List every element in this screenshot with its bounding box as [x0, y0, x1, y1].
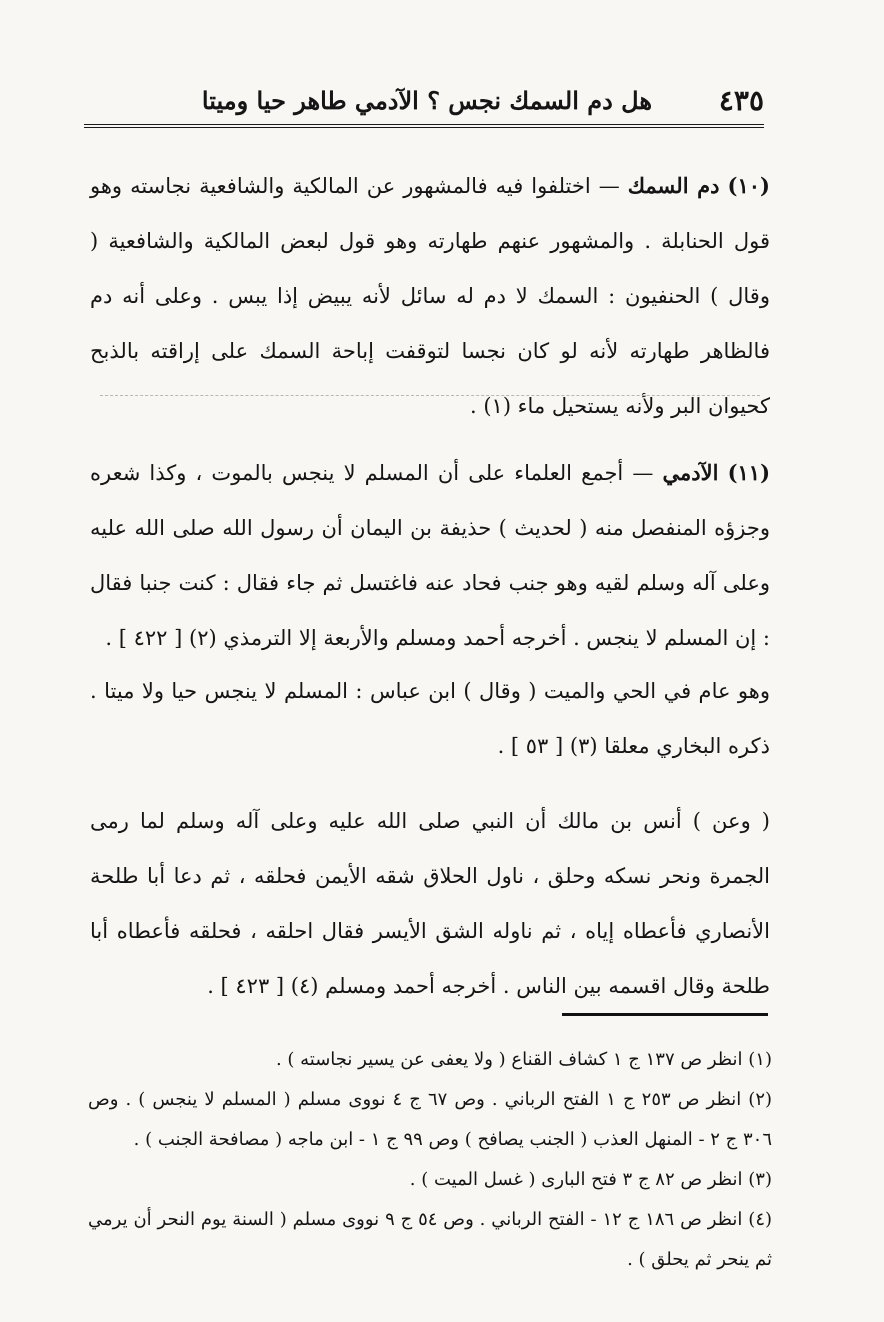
section-term: دم السمك [627, 173, 720, 198]
footnote: (٢) انظر ص ٢٥٣ ج ١ الفتح الرباني . وص ٦٧ ج ٤ نووى مسلم ( المسلم لا ينجس ) . وص ٣٠٦ ج ٢ - المنهل العذب ( الجنب يصافح ) وص ٩٩ ج ١ - ابن ماجه ( مصافحة الجنب ) . [88, 1089, 773, 1150]
section-human [90, 445, 770, 666]
section-blood-of-fish [90, 158, 770, 434]
section-divider [100, 395, 760, 396]
section-human-hadith-anas [90, 794, 770, 1014]
page-header [84, 84, 764, 128]
header-rule [84, 124, 764, 128]
section-term: الآدمي [662, 460, 719, 485]
section-body: — أجمع العلماء على أن المسلم لا ينجس بالموت ، وكذا شعره وجزؤه المنفصل منه ( لحديث ) حذيفة بن اليمان أن رسول الله صلى الله عليه وعلى آله وسلم لقيه وهو جنب فحاد عنه فاغتسل ثم جاء فقال : كنت جنبا فقال : إن المسلم لا ينجس . أخرجه أحمد ومسلم والأربعة إلا الترمذي (٢) [ ٤٢٢ ] . [90, 461, 770, 650]
section-number: (١٠) [727, 173, 770, 198]
paragraph [90, 445, 770, 666]
section-body: — اختلفوا فيه فالمشهور عن المالكية والشافعية نجاسته وهو قول الحنابلة . والمشهور عنهم طهارته وهو قول لبعض المالكية والشافعية ( وقال ) الحنفيون : السمك لا دم له سائل لأنه يبيض إذا يبس . وعلى أنه دم فالظاهر طهارته لأنه لو كان نجسا لتوقفت إباحة السمك على إراقته بالذبح كحيوان البر ولأنه يستحيل ماء (١) . [90, 174, 770, 418]
section-number: (١١) [727, 460, 770, 485]
footnote: (١) انظر ص ١٣٧ ج ١ كشاف القناع ( ولا يعفى عن يسير نجاسته ) . [275, 1049, 772, 1070]
footnote: (٤) انظر ص ١٨٦ ج ١٢ - الفتح الرباني . وص ٥٤ ج ٩ نووى مسلم ( السنة يوم النحر أن يرمي ثم ينحر ثم يحلق ) . [88, 1209, 773, 1270]
paragraph [90, 158, 770, 434]
footnote: (٣) انظر ص ٨٢ ج ٣ فتح البارى ( غسل الميت ) . [409, 1169, 772, 1190]
section-human-continued [90, 664, 770, 774]
page-number: ٤٣٥ [718, 84, 764, 117]
footnote-rule [562, 1013, 768, 1016]
footnotes [88, 1040, 772, 1280]
paragraph: وهو عام في الحي والميت ( وقال ) ابن عباس : المسلم لا ينجس حيا ولا ميتا . ذكره البخاري معلقا (٣) [ ٥٣ ] . [90, 679, 770, 758]
running-title: هل دم السمك نجس ؟ الآدمي طاهر حيا وميتا [201, 86, 652, 115]
paragraph: ( وعن ) أنس بن مالك أن النبي صلى الله عليه وعلى آله وسلم لما رمى الجمرة ونحر نسكه وحلق ، ناول الحلاق شقه الأيمن فحلقه ، ثم دعا أبا طلحة الأنصاري فأعطاه إياه ، ثم ناوله الشق الأيسر فقال احلقه ، فحلقه فأعطاه أبا طلحة وقال اقسمه بين الناس . أخرجه أحمد ومسلم (٤) [ ٤٢٣ ] . [90, 809, 770, 998]
